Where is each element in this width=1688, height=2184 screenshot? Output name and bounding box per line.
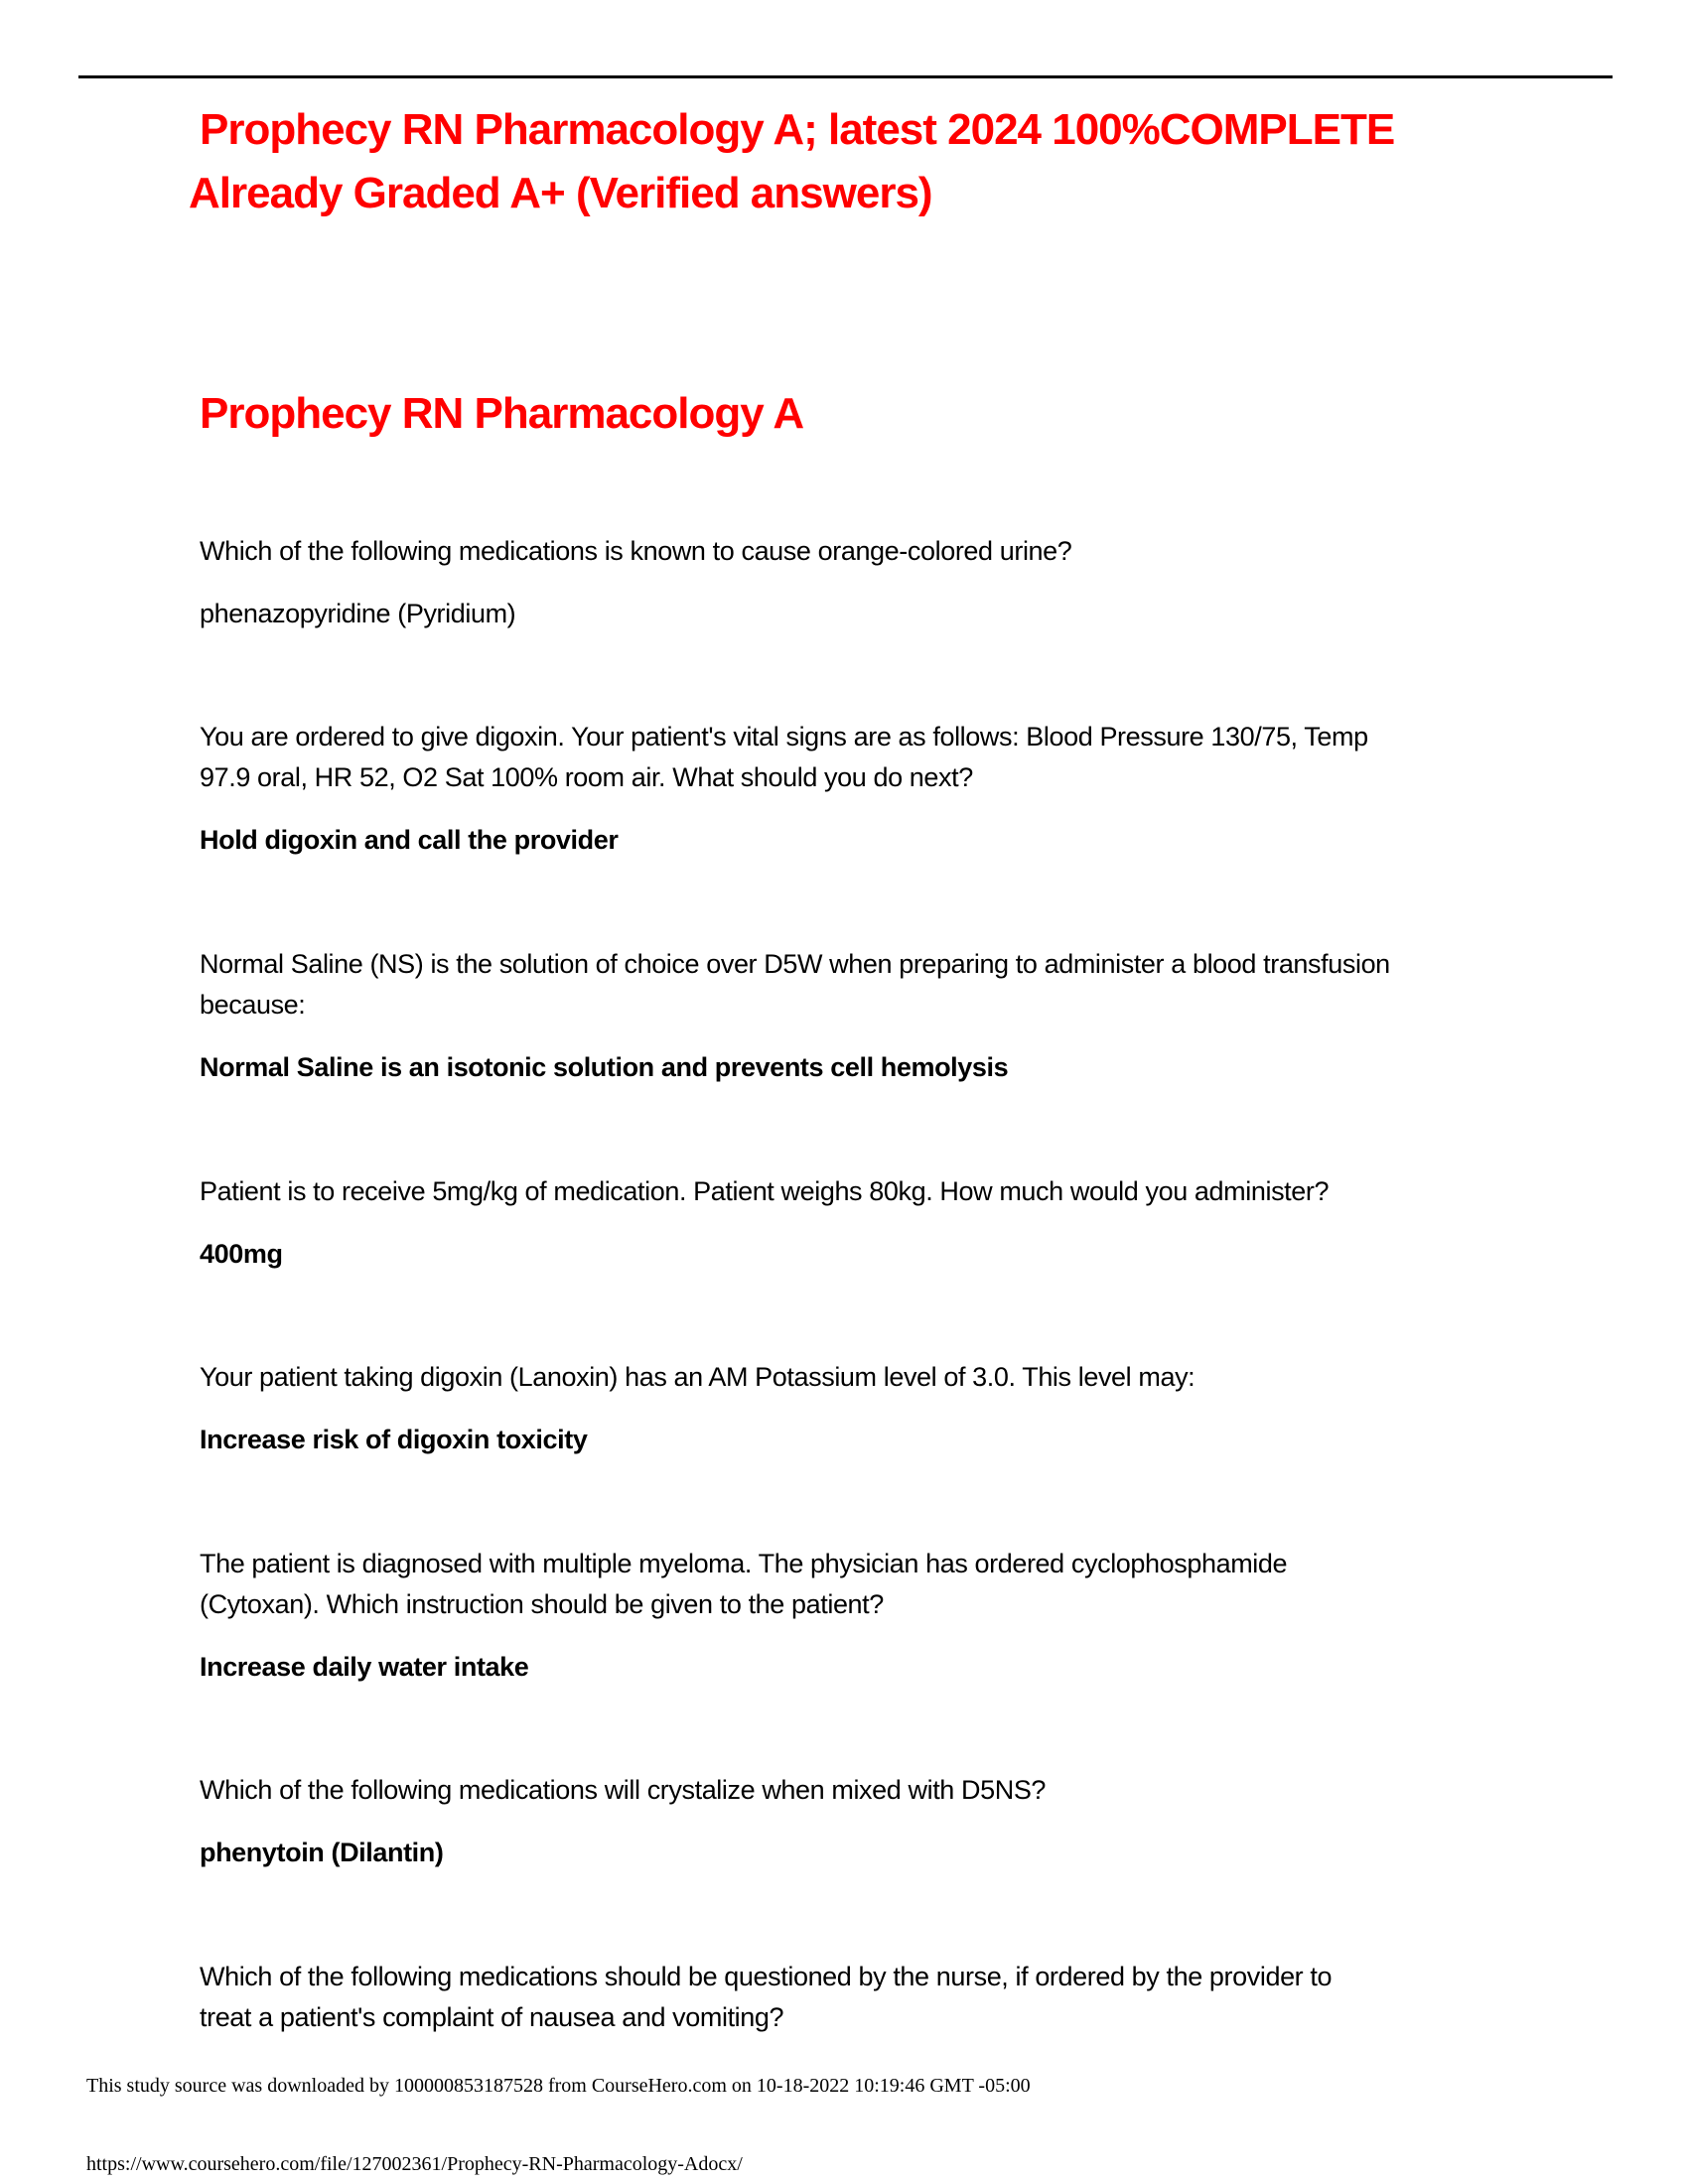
question-1-line-1: Which of the following medications is known to cause orange-colored urine?	[200, 536, 1072, 566]
question-5-line-1: Your patient taking digoxin (Lanoxin) has an AM Potassium level of 3.0. This level may:	[200, 1362, 1196, 1392]
question-2-line-1: You are ordered to give digoxin. Your patient's vital signs are as follows: Blood Pressure 130/75, Temp	[200, 722, 1368, 751]
document-title-line-2: Already Graded A+ (Verified answers)	[189, 169, 932, 217]
answer-7: phenytoin (Dilantin)	[200, 1838, 444, 1867]
question-2-line-2: 97.9 oral, HR 52, O2 Sat 100% room air. What should you do next?	[200, 762, 973, 792]
document-title-line-1: Prophecy RN Pharmacology A; latest 2024 100%COMPLETE	[200, 105, 1395, 154]
section-heading: Prophecy RN Pharmacology A	[200, 389, 804, 438]
answer-1: phenazopyridine (Pyridium)	[200, 599, 516, 628]
source-url[interactable]: https://www.coursehero.com/file/127002361/Prophecy-RN-Pharmacology-Adocx/	[86, 2153, 743, 2175]
question-4-line-1: Patient is to receive 5mg/kg of medication. Patient weighs 80kg. How much would you administer?	[200, 1176, 1330, 1206]
question-8-line-2: treat a patient's complaint of nausea and vomiting?	[200, 2002, 784, 2032]
question-6-line-2: (Cytoxan). Which instruction should be given to the patient?	[200, 1589, 884, 1619]
question-8-line-1: Which of the following medications should be questioned by the nurse, if ordered by the provider to	[200, 1962, 1333, 1991]
answer-6: Increase daily water intake	[200, 1652, 529, 1682]
question-7-line-1: Which of the following medications will crystalize when mixed with D5NS?	[200, 1775, 1047, 1805]
answer-3: Normal Saline is an isotonic solution and prevents cell hemolysis	[200, 1052, 1009, 1082]
question-6-line-1: The patient is diagnosed with multiple myeloma. The physician has ordered cyclophosphamide	[200, 1549, 1288, 1578]
header-rule	[78, 75, 1613, 78]
answer-2: Hold digoxin and call the provider	[200, 825, 619, 855]
question-3-line-1: Normal Saline (NS) is the solution of choice over D5W when preparing to administer a blood transfusion	[200, 949, 1390, 979]
answer-5: Increase risk of digoxin toxicity	[200, 1425, 588, 1454]
question-3-line-2: because:	[200, 990, 306, 1020]
answer-4: 400mg	[200, 1239, 283, 1269]
download-note: This study source was downloaded by 100000853187528 from CourseHero.com on 10-18-2022 10:19:46 GMT -05:00	[86, 2075, 1031, 2097]
